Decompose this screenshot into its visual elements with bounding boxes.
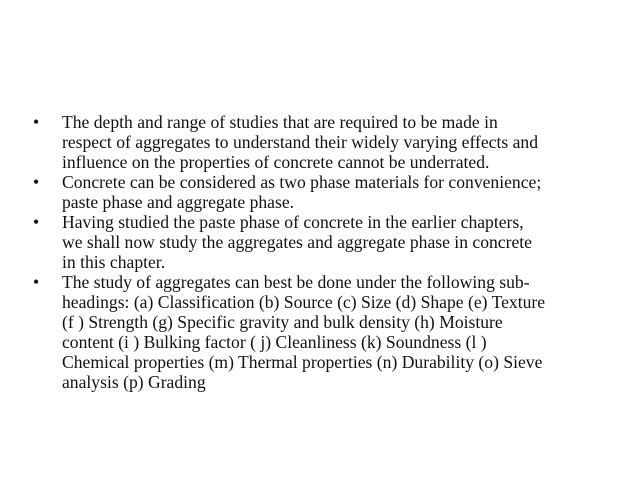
bullet-text: The study of aggregates can best be done under the following sub- headings: (a) Classification (b) Source (c) Size (d) Shape (e) Texture (f ) Strength (g) Specific gravity and bulk density (h) Moisture content (i ) Bulking factor ( j) Cleanliness (k) Soundness (l ) Chemical properties (m) Thermal properties (n) Durability (o) Sieve analysis (p) Grading: [62, 272, 546, 392]
bullet-icon: •: [33, 272, 40, 292]
bullet-icon: •: [33, 172, 40, 192]
bullet-text: Having studied the paste phase of concrete in the earlier chapters, we shall now study the aggregates and aggregate phase in concrete in this chapter.: [62, 212, 532, 272]
bullet-text: Concrete can be considered as two phase materials for convenience; paste phase and aggregate phase.: [62, 172, 542, 212]
bullet-list: [0, 112, 638, 392]
bullet-item-two-phase: [0, 172, 638, 212]
bullet-item-paste-phase: [0, 212, 638, 272]
bullet-item-sub-headings: [0, 272, 638, 392]
bullet-icon: •: [33, 112, 40, 132]
bullet-item-depth-and-range: [0, 112, 638, 172]
bullet-icon: •: [33, 212, 40, 232]
bullet-text: The depth and range of studies that are required to be made in respect of aggregates to understand their widely varying effects and influence on the properties of concrete cannot be underrated.: [62, 112, 538, 172]
